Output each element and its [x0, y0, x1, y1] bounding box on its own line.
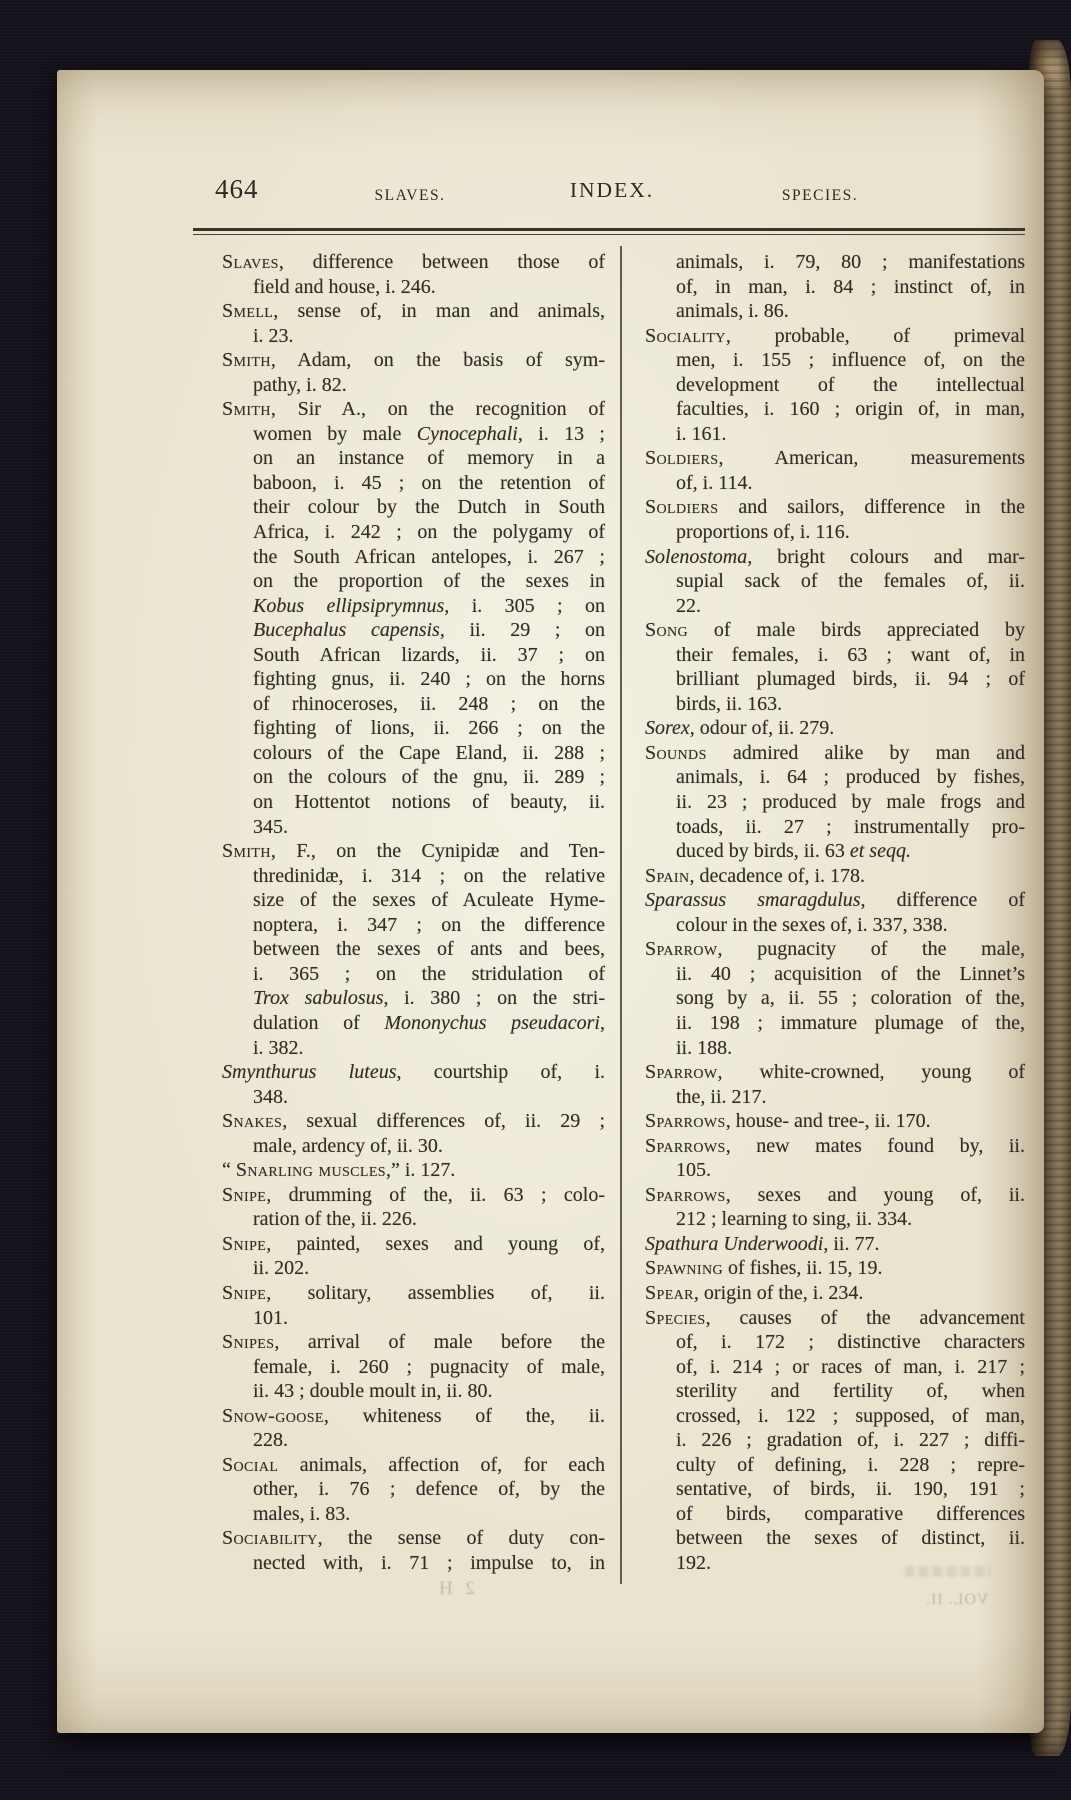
- index-line: nected with, i. 71 ; impulse to, in: [253, 1551, 605, 1574]
- index-line: South African lizards, ii. 37 ; on: [253, 643, 605, 666]
- index-line: their colour by the Dutch in South: [253, 496, 605, 519]
- index-entry: [222, 1404, 605, 1453]
- index-line: animals, i. 64 ; produced by fishes,: [676, 766, 1025, 789]
- index-entry: [222, 1330, 605, 1404]
- column-left: [222, 250, 605, 1576]
- index-line: Solenostoma, bright colours and mar-: [645, 545, 1025, 568]
- index-line: their females, i. 63 ; want of, in: [676, 643, 1025, 666]
- index-line: Sparrow, white-crowned, young of: [645, 1061, 1025, 1084]
- index-line: i. 23.: [253, 324, 294, 347]
- index-line: Sparrows, new mates found by, ii.: [645, 1134, 1025, 1157]
- index-entry: [222, 1060, 605, 1109]
- index-line: men, i. 155 ; influence of, on the: [676, 349, 1025, 372]
- index-line: Trox sabulosus, i. 380 ; on the stri-: [253, 987, 606, 1010]
- index-entry: [645, 716, 1025, 741]
- index-line: size of the sexes of Aculeate Hyme-: [253, 889, 605, 912]
- index-line: fighting gnus, ii. 240 ; on the horns: [253, 668, 605, 691]
- index-entry: [222, 1526, 605, 1575]
- index-entry: [645, 937, 1025, 1060]
- running-head-left: SLAVES.: [374, 187, 446, 204]
- index-line: Song of male birds appreciated by: [645, 619, 1025, 642]
- index-line: Sparrows, house- and tree-, ii. 170.: [645, 1110, 931, 1133]
- index-line: ration of the, ii. 226.: [253, 1208, 417, 1231]
- column-divider: [620, 246, 622, 1584]
- index-line: 105.: [676, 1159, 711, 1182]
- index-entry: [645, 1183, 1025, 1232]
- index-line: female, i. 260 ; pugnacity of male,: [253, 1355, 605, 1378]
- index-line: Snakes, sexual differences of, ii. 29 ;: [222, 1110, 605, 1133]
- index-line: development of the intellectual: [676, 373, 1025, 396]
- index-line: sterility and fertility of, when: [676, 1380, 1025, 1403]
- index-line: baboon, i. 45 ; on the retention of: [253, 471, 605, 494]
- column-right: [645, 250, 1025, 1576]
- index-line: i. 382.: [253, 1036, 304, 1059]
- index-line: toads, ii. 27 ; instrumentally pro-: [676, 815, 1025, 838]
- index-entry: [222, 348, 605, 397]
- index-line: of, i. 172 ; distinctive characters: [676, 1331, 1025, 1354]
- index-line: Slaves, difference between those of: [222, 251, 605, 273]
- index-line: between the sexes of distinct, ii.: [676, 1527, 1025, 1550]
- index-line: Spawning of fishes, ii. 15, 19.: [645, 1257, 883, 1280]
- index-line: Smith, F., on the Cynipidæ and Ten-: [222, 840, 605, 863]
- index-line: other, i. 76 ; defence of, by the: [253, 1478, 605, 1501]
- index-line: Sorex, odour of, ii. 279.: [645, 717, 835, 740]
- index-entry: [645, 1281, 1025, 1306]
- index-line: Species, causes of the advancement: [645, 1306, 1025, 1329]
- index-entry: [222, 1281, 605, 1330]
- index-line: field and house, i. 246.: [253, 275, 436, 298]
- index-line: Sociality, probable, of primeval: [645, 324, 1025, 347]
- index-line: fighting of lions, ii. 266 ; on the: [253, 717, 605, 740]
- index-line: supial sack of the females of, ii.: [676, 570, 1025, 593]
- index-entry: [645, 545, 1025, 619]
- index-line: sentative, of birds, ii. 190, 191 ;: [676, 1478, 1025, 1501]
- index-line: Spain, decadence of, i. 178.: [645, 864, 865, 887]
- index-line: ii. 198 ; immature plumage of the,: [676, 1011, 1025, 1034]
- ghost-signature-mark: 2 H: [435, 1578, 475, 1599]
- page-number: 464: [215, 174, 259, 204]
- index-line: i. 226 ; gradation of, i. 227 ; diffi-: [676, 1429, 1025, 1452]
- index-line: ii. 40 ; acquisition of the Linnet’s: [676, 962, 1025, 985]
- index-line: Bucephalus capensis, ii. 29 ; on: [253, 619, 606, 642]
- index-entry: [222, 250, 605, 299]
- index-line: dulation of Mononychus pseudacori,: [253, 1011, 605, 1034]
- index-line: i. 161.: [676, 422, 727, 445]
- index-line: on the proportion of the sexes in: [253, 570, 605, 593]
- index-line: noptera, i. 347 ; on the difference: [253, 913, 605, 936]
- index-line: of, i. 114.: [676, 471, 753, 494]
- index-entry: [645, 250, 1025, 324]
- index-entry: [645, 618, 1025, 716]
- index-line: Snipe, painted, sexes and young of,: [222, 1232, 605, 1255]
- index-line: birds, ii. 163.: [676, 692, 783, 715]
- index-line: proportions of, i. 116.: [676, 521, 850, 544]
- book-page: [57, 70, 1044, 1733]
- index-line: “ Snarling muscles,” i. 127.: [222, 1159, 456, 1182]
- index-line: on an instance of memory in a: [253, 447, 605, 470]
- index-entry: [222, 1453, 605, 1527]
- index-entry: [645, 864, 1025, 889]
- ghost-smudge: [905, 1566, 991, 1577]
- index-entry: [645, 1109, 1025, 1134]
- index-line: Smell, sense of, in man and animals,: [222, 300, 605, 323]
- index-line: 212 ; learning to sing, ii. 334.: [676, 1208, 913, 1231]
- index-line: male, ardency of, ii. 30.: [253, 1134, 443, 1157]
- index-line: Sociability, the sense of duty con-: [222, 1527, 605, 1550]
- index-line: ii. 202.: [253, 1257, 310, 1280]
- index-line: Social animals, affection of, for each: [222, 1453, 605, 1476]
- index-line: 22.: [676, 594, 701, 617]
- index-line: 348.: [253, 1085, 288, 1108]
- index-line: colour in the sexes of, i. 337, 338.: [676, 913, 948, 936]
- index-line: males, i. 83.: [253, 1502, 351, 1525]
- index-line: animals, i. 86.: [676, 300, 789, 323]
- index-line: between the sexes of ants and bees,: [253, 938, 605, 961]
- index-line: Sparassus smaragdulus, difference of: [645, 889, 1026, 912]
- index-line: thredinidæ, i. 314 ; on the relative: [253, 864, 605, 887]
- index-line: duced by birds, ii. 63 et seqq.: [676, 840, 911, 863]
- index-entry: [222, 1158, 605, 1183]
- index-line: Smith, Sir A., on the recognition of: [222, 398, 605, 421]
- index-line: Sparrows, sexes and young of, ii.: [645, 1183, 1025, 1206]
- index-line: animals, i. 79, 80 ; manifestations: [676, 251, 1025, 273]
- ghost-volume-mark: VOL. II.: [925, 1591, 989, 1608]
- index-line: Africa, i. 242 ; on the polygamy of: [253, 521, 605, 544]
- index-line: faculties, i. 160 ; origin of, in man,: [676, 398, 1025, 421]
- index-line: on the colours of the gnu, ii. 289 ;: [253, 766, 605, 789]
- index-entry: [645, 888, 1025, 937]
- index-entry: [222, 839, 605, 1060]
- index-line: 345.: [253, 815, 288, 838]
- header-rule: [193, 228, 1025, 235]
- index-line: ii. 188.: [676, 1036, 733, 1059]
- running-head-title: INDEX.: [569, 178, 655, 202]
- index-line: 192.: [676, 1551, 711, 1574]
- index-line: Smith, Adam, on the basis of sym-: [222, 349, 605, 372]
- index-entry: [645, 1134, 1025, 1183]
- index-line: Spear, origin of the, i. 234.: [645, 1281, 864, 1304]
- index-line: of rhinoceroses, ii. 248 ; on the: [253, 692, 605, 715]
- index-line: Spathura Underwoodi, ii. 77.: [645, 1232, 880, 1255]
- running-head-right: SPECIES.: [781, 187, 859, 204]
- index-line: of birds, comparative differences: [676, 1502, 1025, 1525]
- index-line: 228.: [253, 1429, 288, 1452]
- index-line: ii. 23 ; produced by male frogs and: [676, 791, 1025, 814]
- index-line: Kobus ellipsiprymnus, i. 305 ; on: [253, 594, 605, 617]
- index-line: the South African antelopes, i. 267 ;: [253, 545, 605, 568]
- index-entry: [645, 324, 1025, 447]
- index-line: Snipe, drumming of the, ii. 63 ; colo-: [222, 1183, 605, 1206]
- index-entry: [222, 1109, 605, 1158]
- index-entry: [645, 446, 1025, 495]
- index-line: culty of defining, i. 228 ; repre-: [676, 1453, 1025, 1476]
- index-line: 101.: [253, 1306, 288, 1329]
- index-entry: [645, 741, 1025, 864]
- index-line: the, ii. 217.: [676, 1085, 767, 1108]
- index-line: of, i. 214 ; or races of man, i. 217 ;: [676, 1355, 1025, 1378]
- index-line: Snipes, arrival of male before the: [222, 1331, 605, 1354]
- index-line: Sounds admired alike by man and: [645, 741, 1025, 764]
- index-line: brilliant plumaged birds, ii. 94 ; of: [676, 668, 1025, 691]
- index-line: Snow-goose, whiteness of the, ii.: [222, 1404, 605, 1427]
- index-line: Soldiers, American, measurements: [645, 447, 1025, 470]
- index-entry: [645, 1060, 1025, 1109]
- index-line: women by male Cynocephali, i. 13 ;: [253, 422, 605, 445]
- index-line: Soldiers and sailors, difference in the: [645, 496, 1025, 519]
- index-entry: [222, 299, 605, 348]
- index-line: ii. 43 ; double moult in, ii. 80.: [253, 1380, 493, 1403]
- index-entry: [645, 1306, 1025, 1576]
- index-line: song by a, ii. 55 ; coloration of the,: [676, 987, 1025, 1010]
- index-line: i. 365 ; on the stridulation of: [253, 962, 605, 985]
- index-line: crossed, i. 122 ; supposed, of man,: [676, 1404, 1025, 1427]
- index-entry: [222, 1183, 605, 1232]
- index-line: Snipe, solitary, assemblies of, ii.: [222, 1281, 605, 1304]
- index-line: colours of the Cape Eland, ii. 288 ;: [253, 741, 605, 764]
- index-entry: [645, 1232, 1025, 1257]
- index-entry: [645, 1256, 1025, 1281]
- index-line: of, in man, i. 84 ; instinct of, in: [676, 275, 1025, 298]
- index-entry: [645, 495, 1025, 544]
- index-entry: [222, 1232, 605, 1281]
- index-line: Sparrow, pugnacity of the male,: [645, 938, 1025, 961]
- index-line: on Hottentot notions of beauty, ii.: [253, 791, 605, 814]
- index-entry: [222, 397, 605, 839]
- index-line: Smynthurus luteus, courtship of, i.: [222, 1061, 605, 1084]
- index-line: pathy, i. 82.: [253, 373, 347, 396]
